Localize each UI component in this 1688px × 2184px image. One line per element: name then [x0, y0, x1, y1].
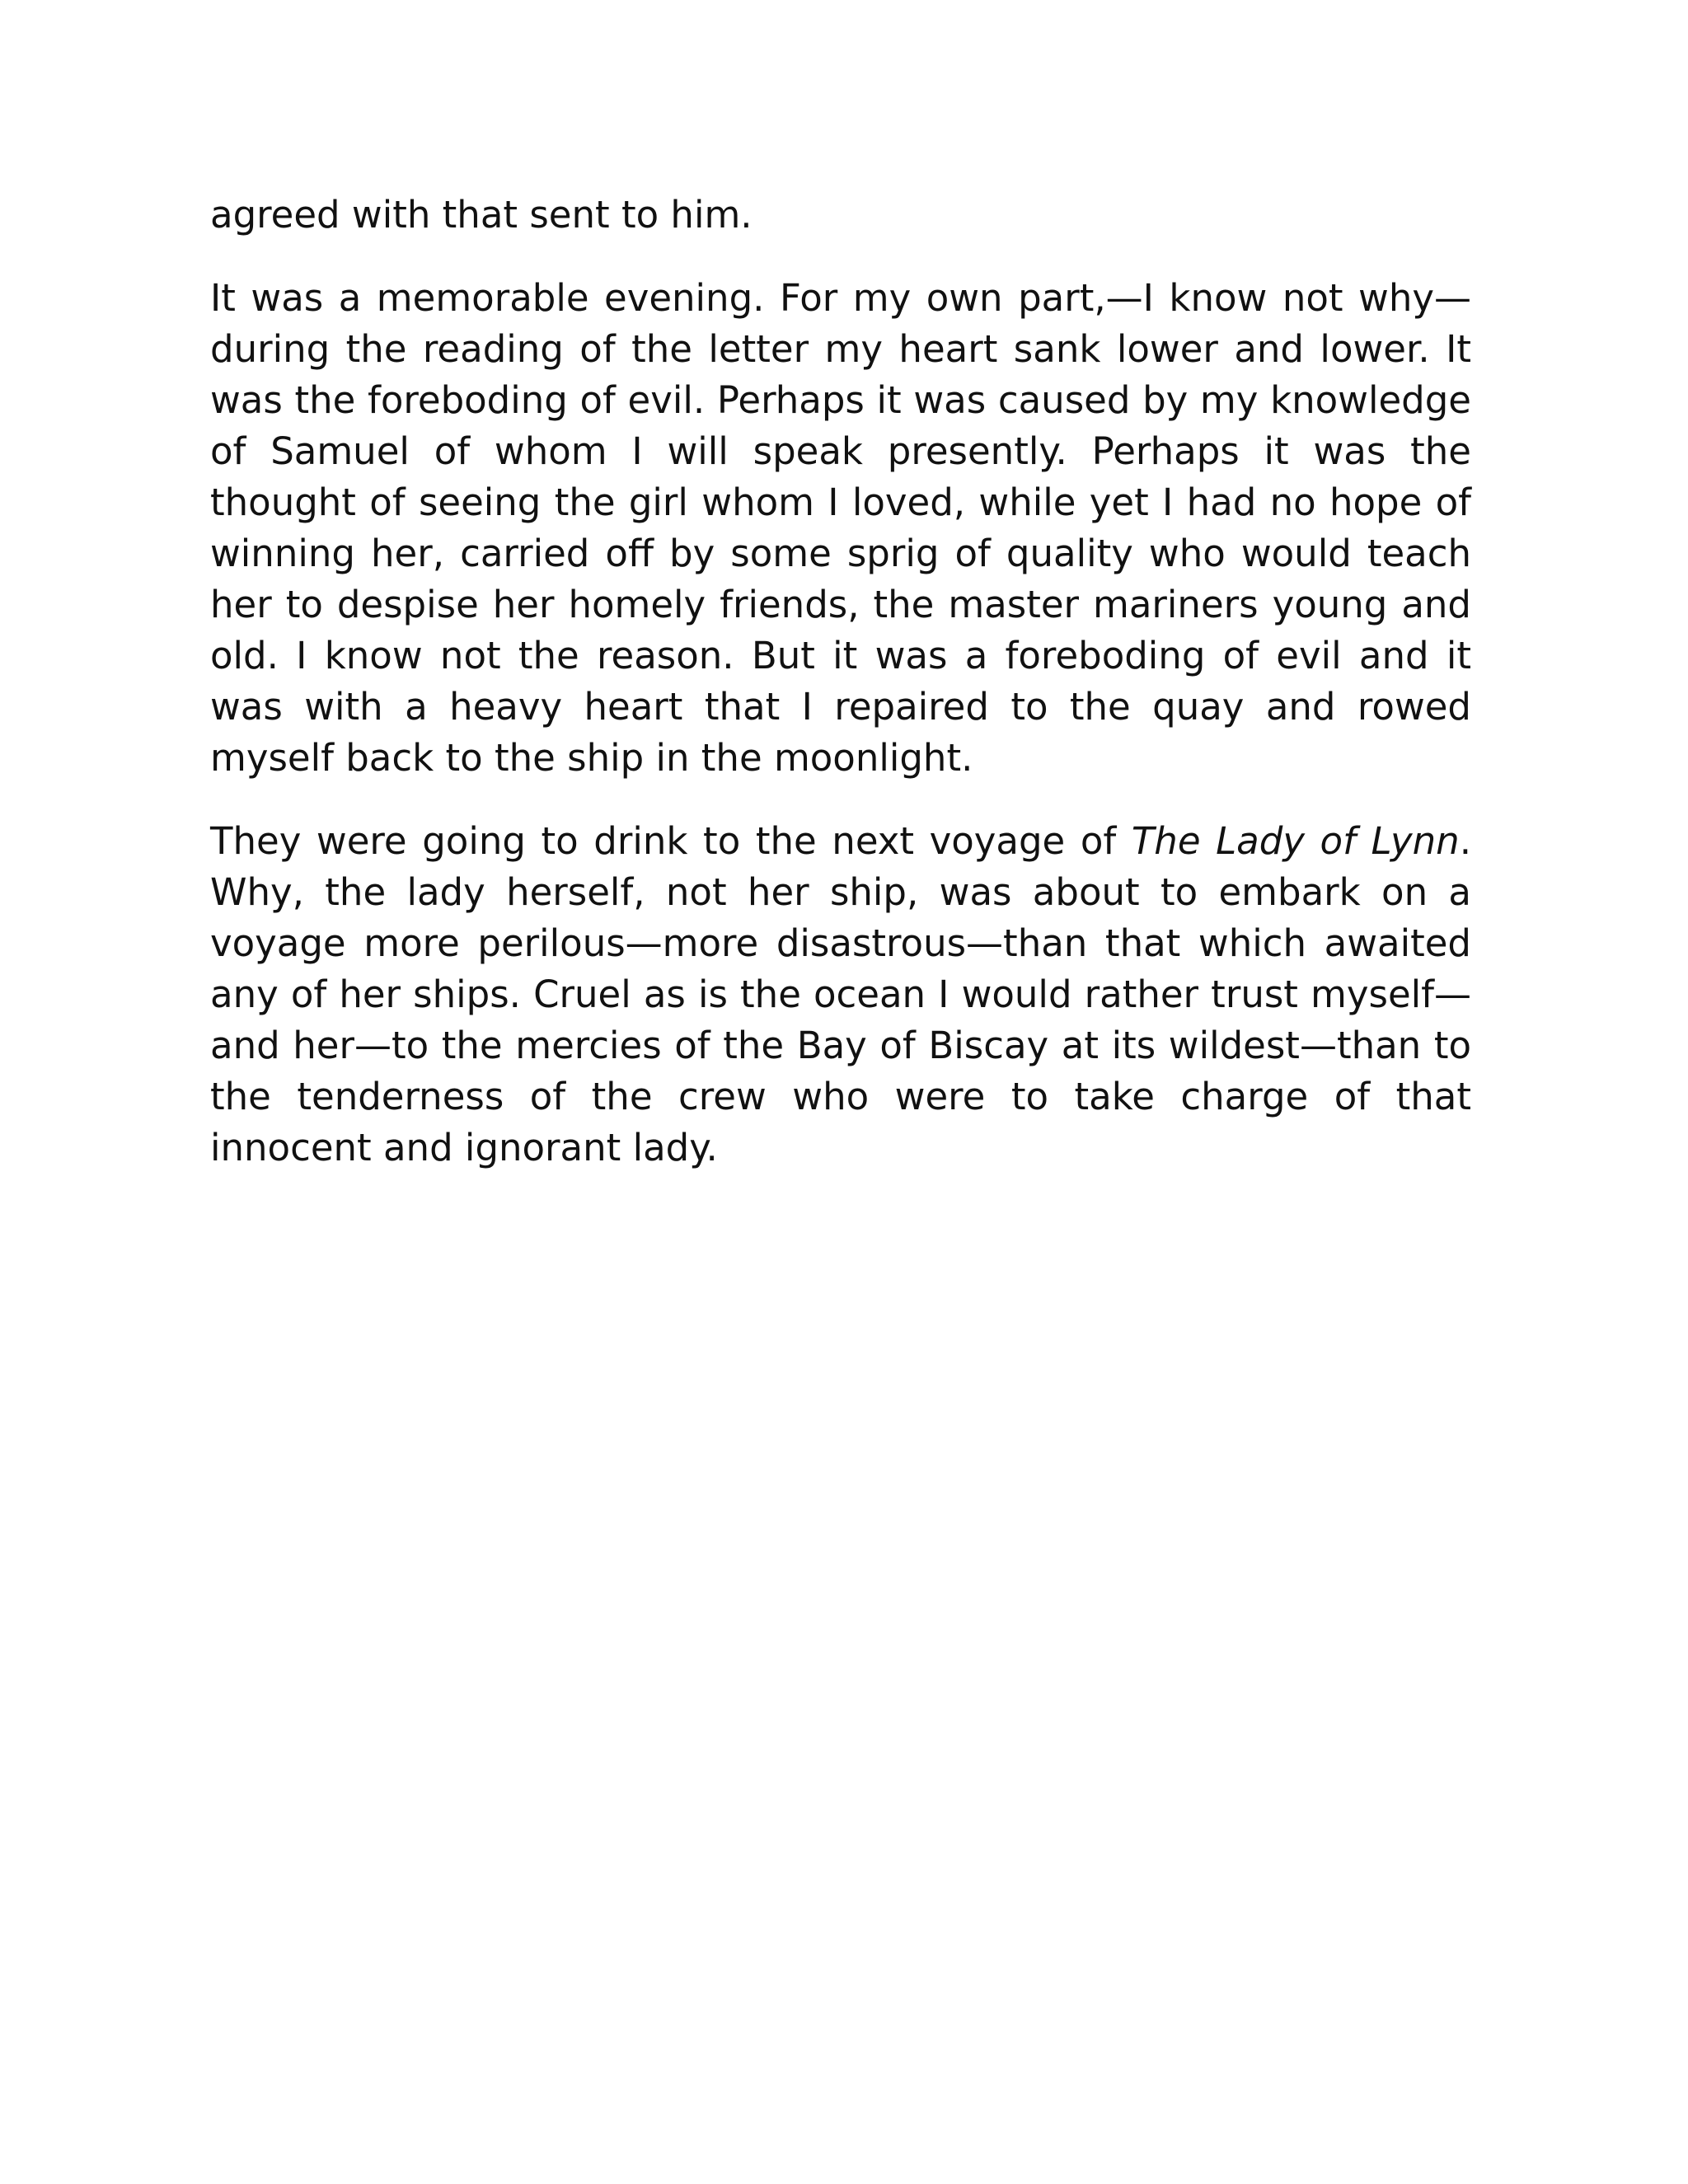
- paragraph-voyage: [210, 816, 1471, 1174]
- ship-title: The Lady of Lynn: [1131, 819, 1460, 863]
- paragraph-voyage-start: They were going to drink to the next voyage of: [210, 819, 1132, 863]
- paragraph-memorable-evening: It was a memorable evening. For my own part,—I know not why—during the reading of the letter my heart sank lower and lower. It was the foreboding of evil. Perhaps it was caused by my knowledge of Samuel of whom I will speak presently. Perhaps it was the thought of seeing the girl whom I loved, while yet I had no hope of winning her, carried off by some sprig of quality who would teach her to despise her homely friends, the master mariners young and old. I know not the reason. But it was a foreboding of evil and it was with a heavy heart that I repaired to the quay and rowed myself back to the ship in the moonlight.: [210, 276, 1471, 780]
- document-page: [210, 190, 1471, 1206]
- paragraph-voyage-end: . Why, the lady herself, not her ship, was about to embark on a voyage more perilous—more disastrous—than that which awaited any of her ships. Cruel as is the ocean I would rather trust myself—and her—to the mercies of the Bay of Biscay at its wildest—than to the tenderness of the crew who were to take charge of that innocent and ignorant lady.: [210, 819, 1471, 1169]
- paragraph-continuation: agreed with that sent to him.: [210, 193, 753, 237]
